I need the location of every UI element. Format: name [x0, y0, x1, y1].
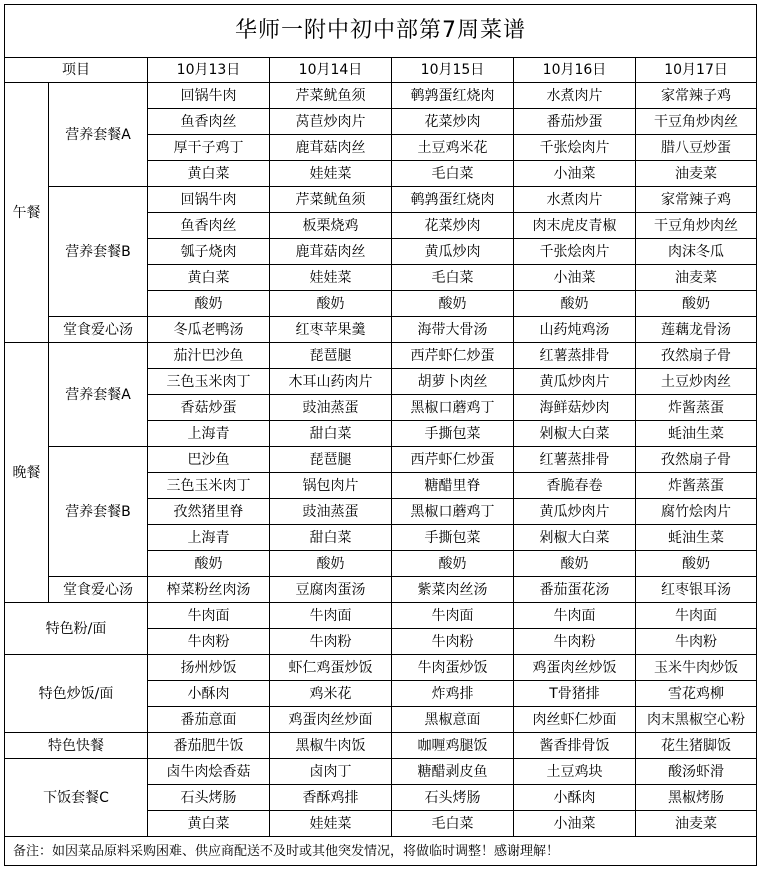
- dish-cell: 胡萝卜肉丝: [392, 369, 514, 395]
- dish-cell: 甜白菜: [270, 421, 392, 447]
- dish-cell: 黄白菜: [148, 265, 270, 291]
- dish-cell: 水煮肉片: [514, 83, 636, 109]
- dish-cell: 红薯蒸排骨: [514, 447, 636, 473]
- dish-cell: 娃娃菜: [270, 265, 392, 291]
- dish-cell: 榨菜粉丝肉汤: [148, 577, 270, 603]
- dish-cell: 腊八豆炒蛋: [636, 135, 757, 161]
- dish-cell: 木耳山药肉片: [270, 369, 392, 395]
- dish-cell: 油麦菜: [636, 161, 757, 187]
- fast-label: 特色快餐: [5, 733, 148, 759]
- dish-cell: 鹌鹑蛋红烧肉: [392, 187, 514, 213]
- dish-cell: 芹菜鱿鱼须: [270, 83, 392, 109]
- dish-cell: 牛肉面: [636, 603, 757, 629]
- dish-cell: 干豆角炒肉丝: [636, 109, 757, 135]
- dish-cell: 炸酱蒸蛋: [636, 473, 757, 499]
- dish-cell: 黑椒口蘑鸡丁: [392, 395, 514, 421]
- title-row: [5, 5, 757, 58]
- dish-cell: 莲藕龙骨汤: [636, 317, 757, 343]
- dish-cell: 小酥肉: [148, 681, 270, 707]
- dish-cell: 牛肉蛋炒饭: [392, 655, 514, 681]
- dish-cell: 毛白菜: [392, 265, 514, 291]
- set-a-label: 营养套餐A: [49, 83, 148, 187]
- dish-cell: 小油菜: [514, 161, 636, 187]
- dish-cell: 手撕包菜: [392, 421, 514, 447]
- dish-cell: 虾仁鸡蛋炒饭: [270, 655, 392, 681]
- setC-row: [5, 759, 757, 785]
- dish-cell: 花菜炒肉: [392, 213, 514, 239]
- dish-cell: 花生猪脚饭: [636, 733, 757, 759]
- dish-cell: 酸奶: [148, 551, 270, 577]
- set-a-label: 营养套餐A: [49, 343, 148, 447]
- dish-cell: 板栗烧鸡: [270, 213, 392, 239]
- date-header: 10月14日: [270, 58, 392, 83]
- dish-cell: 豉油蒸蛋: [270, 395, 392, 421]
- dish-cell: 锅包肉片: [270, 473, 392, 499]
- dish-cell: 黑椒牛肉饭: [270, 733, 392, 759]
- dish-cell: 鹿茸菇肉丝: [270, 239, 392, 265]
- dish-cell: 黄白菜: [148, 811, 270, 837]
- soup-label: 堂食爱心汤: [49, 577, 148, 603]
- dish-cell: 豆腐肉蛋汤: [270, 577, 392, 603]
- dish-cell: 三色玉米肉丁: [148, 473, 270, 499]
- lunch-label: 午餐: [5, 83, 49, 343]
- set-b-label: 营养套餐B: [49, 187, 148, 317]
- dish-cell: 海带大骨汤: [392, 317, 514, 343]
- dish-cell: 鸡米花: [270, 681, 392, 707]
- dish-cell: 毛白菜: [392, 811, 514, 837]
- dish-cell: 鹌鹑蛋红烧肉: [392, 83, 514, 109]
- dish-cell: 肉末虎皮青椒: [514, 213, 636, 239]
- date-header: 10月15日: [392, 58, 514, 83]
- dish-cell: 土豆鸡块: [514, 759, 636, 785]
- dish-cell: 蚝油生菜: [636, 421, 757, 447]
- dish-cell: 糖醋里脊: [392, 473, 514, 499]
- dish-cell: T骨猪排: [514, 681, 636, 707]
- fried-row: [5, 655, 757, 681]
- menu-title: 华师一附中初中部第7周菜谱: [5, 5, 757, 58]
- dish-cell: 孜然猪里脊: [148, 499, 270, 525]
- dish-cell: 酱香排骨饭: [514, 733, 636, 759]
- dish-cell: 番茄意面: [148, 707, 270, 733]
- dish-cell: 冬瓜老鸭汤: [148, 317, 270, 343]
- dish-cell: 厚干子鸡丁: [148, 135, 270, 161]
- dish-cell: 石头烤肠: [392, 785, 514, 811]
- dish-cell: 黑椒意面: [392, 707, 514, 733]
- fried-label: 特色炒饭/面: [5, 655, 148, 733]
- dish-cell: 娃娃菜: [270, 161, 392, 187]
- dish-cell: 牛肉粉: [636, 629, 757, 655]
- dish-cell: 番茄蛋花汤: [514, 577, 636, 603]
- dish-cell: 牛肉面: [270, 603, 392, 629]
- dish-cell: 琵琶腿: [270, 343, 392, 369]
- dish-cell: 甜白菜: [270, 525, 392, 551]
- dish-cell: 油麦菜: [636, 811, 757, 837]
- dish-cell: 小油菜: [514, 811, 636, 837]
- dish-cell: 毛白菜: [392, 161, 514, 187]
- dish-cell: 紫菜肉丝汤: [392, 577, 514, 603]
- dish-cell: 鱼香肉丝: [148, 213, 270, 239]
- dish-cell: 酸奶: [270, 551, 392, 577]
- dinner-soup-row: [5, 577, 757, 603]
- dinner-setB-row: [5, 447, 757, 473]
- dish-cell: 咖喱鸡腿饭: [392, 733, 514, 759]
- dish-cell: 红枣苹果羹: [270, 317, 392, 343]
- dish-cell: 豉油蒸蛋: [270, 499, 392, 525]
- dish-cell: 香菇炒蛋: [148, 395, 270, 421]
- lunch-setB-row: [5, 187, 757, 213]
- dish-cell: 牛肉面: [148, 603, 270, 629]
- dish-cell: 上海青: [148, 525, 270, 551]
- dish-cell: 酸汤虾滑: [636, 759, 757, 785]
- dish-cell: 家常辣子鸡: [636, 187, 757, 213]
- dish-cell: 牛肉面: [514, 603, 636, 629]
- dish-cell: 酸奶: [148, 291, 270, 317]
- dish-cell: 鸡蛋肉丝炒饭: [514, 655, 636, 681]
- dish-cell: 琵琶腿: [270, 447, 392, 473]
- dish-cell: 上海青: [148, 421, 270, 447]
- dish-cell: 炸鸡排: [392, 681, 514, 707]
- dish-cell: 千张烩肉片: [514, 135, 636, 161]
- dish-cell: 千张烩肉片: [514, 239, 636, 265]
- dish-cell: 雪花鸡柳: [636, 681, 757, 707]
- dish-cell: 番茄炒蛋: [514, 109, 636, 135]
- dinner-label: 晚餐: [5, 343, 49, 603]
- date-header: 10月16日: [514, 58, 636, 83]
- dish-cell: 牛肉面: [392, 603, 514, 629]
- dish-cell: 剁椒大白菜: [514, 525, 636, 551]
- dish-cell: 玉米牛肉炒饭: [636, 655, 757, 681]
- noodles-label: 特色粉/面: [5, 603, 148, 655]
- dish-cell: 香酥鸡排: [270, 785, 392, 811]
- dish-cell: 酸奶: [392, 551, 514, 577]
- dish-cell: 三色玉米肉丁: [148, 369, 270, 395]
- dish-cell: 黄瓜炒肉片: [514, 499, 636, 525]
- footer-note: 备注：如因菜品原料采购困难、供应商配送不及时或其他突发情况，将做临时调整！感谢理解！: [5, 837, 757, 866]
- dish-cell: 糖醋剥皮鱼: [392, 759, 514, 785]
- dish-cell: 西芹虾仁炒蛋: [392, 343, 514, 369]
- dinner-setA-row: [5, 343, 757, 369]
- dish-cell: 香脆春卷: [514, 473, 636, 499]
- dish-cell: 石头烤肠: [148, 785, 270, 811]
- date-header: 10月17日: [636, 58, 757, 83]
- dish-cell: 卤牛肉烩香菇: [148, 759, 270, 785]
- dish-cell: 腐竹烩肉片: [636, 499, 757, 525]
- dish-cell: 山药炖鸡汤: [514, 317, 636, 343]
- dish-cell: 牛肉粉: [392, 629, 514, 655]
- dish-cell: 肉末黑椒空心粉: [636, 707, 757, 733]
- dish-cell: 黄白菜: [148, 161, 270, 187]
- dish-cell: 牛肉粉: [514, 629, 636, 655]
- dish-cell: 回锅牛肉: [148, 187, 270, 213]
- fast-row: [5, 733, 757, 759]
- dish-cell: 芹菜鱿鱼须: [270, 187, 392, 213]
- dish-cell: 娃娃菜: [270, 811, 392, 837]
- dish-cell: 小油菜: [514, 265, 636, 291]
- lunch-soup-row: [5, 317, 757, 343]
- dish-cell: 肉沫冬瓜: [636, 239, 757, 265]
- lunch-setA-row: [5, 83, 757, 109]
- dish-cell: 花菜炒肉: [392, 109, 514, 135]
- item-header: 项目: [5, 58, 148, 83]
- dish-cell: 茄汁巴沙鱼: [148, 343, 270, 369]
- dish-cell: 孜然扇子骨: [636, 447, 757, 473]
- header-row: [5, 58, 757, 83]
- dish-cell: 瓠子烧肉: [148, 239, 270, 265]
- dish-cell: 炸酱蒸蛋: [636, 395, 757, 421]
- dish-cell: 黑椒口蘑鸡丁: [392, 499, 514, 525]
- dish-cell: 巴沙鱼: [148, 447, 270, 473]
- dish-cell: 扬州炒饭: [148, 655, 270, 681]
- dish-cell: 酸奶: [636, 551, 757, 577]
- dish-cell: 土豆炒肉丝: [636, 369, 757, 395]
- dish-cell: 肉丝虾仁炒面: [514, 707, 636, 733]
- dish-cell: 油麦菜: [636, 265, 757, 291]
- set-c-label: 下饭套餐C: [5, 759, 148, 837]
- dish-cell: 鹿茸菇肉丝: [270, 135, 392, 161]
- dish-cell: 酸奶: [636, 291, 757, 317]
- dish-cell: 小酥肉: [514, 785, 636, 811]
- dish-cell: 土豆鸡米花: [392, 135, 514, 161]
- note-row: [5, 837, 757, 866]
- dish-cell: 酸奶: [514, 551, 636, 577]
- dish-cell: 孜然扇子骨: [636, 343, 757, 369]
- dish-cell: 海鲜菇炒肉: [514, 395, 636, 421]
- dish-cell: 牛肉粉: [148, 629, 270, 655]
- dish-cell: 酸奶: [514, 291, 636, 317]
- dish-cell: 黄瓜炒肉: [392, 239, 514, 265]
- menu-table: [4, 4, 757, 866]
- dish-cell: 番茄肥牛饭: [148, 733, 270, 759]
- dish-cell: 蚝油生菜: [636, 525, 757, 551]
- date-header: 10月13日: [148, 58, 270, 83]
- dish-cell: 干豆角炒肉丝: [636, 213, 757, 239]
- dish-cell: 剁椒大白菜: [514, 421, 636, 447]
- dish-cell: 水煮肉片: [514, 187, 636, 213]
- dish-cell: 酸奶: [392, 291, 514, 317]
- set-b-label: 营养套餐B: [49, 447, 148, 577]
- dish-cell: 黄瓜炒肉片: [514, 369, 636, 395]
- dish-cell: 红枣银耳汤: [636, 577, 757, 603]
- dish-cell: 手撕包菜: [392, 525, 514, 551]
- dish-cell: 红薯蒸排骨: [514, 343, 636, 369]
- dish-cell: 卤肉丁: [270, 759, 392, 785]
- soup-label: 堂食爱心汤: [49, 317, 148, 343]
- dish-cell: 鸡蛋肉丝炒面: [270, 707, 392, 733]
- dish-cell: 西芹虾仁炒蛋: [392, 447, 514, 473]
- dish-cell: 家常辣子鸡: [636, 83, 757, 109]
- dish-cell: 牛肉粉: [270, 629, 392, 655]
- dish-cell: 莴苣炒肉片: [270, 109, 392, 135]
- dish-cell: 回锅牛肉: [148, 83, 270, 109]
- dish-cell: 黑椒烤肠: [636, 785, 757, 811]
- dish-cell: 酸奶: [270, 291, 392, 317]
- dish-cell: 鱼香肉丝: [148, 109, 270, 135]
- noodles-row: [5, 603, 757, 629]
